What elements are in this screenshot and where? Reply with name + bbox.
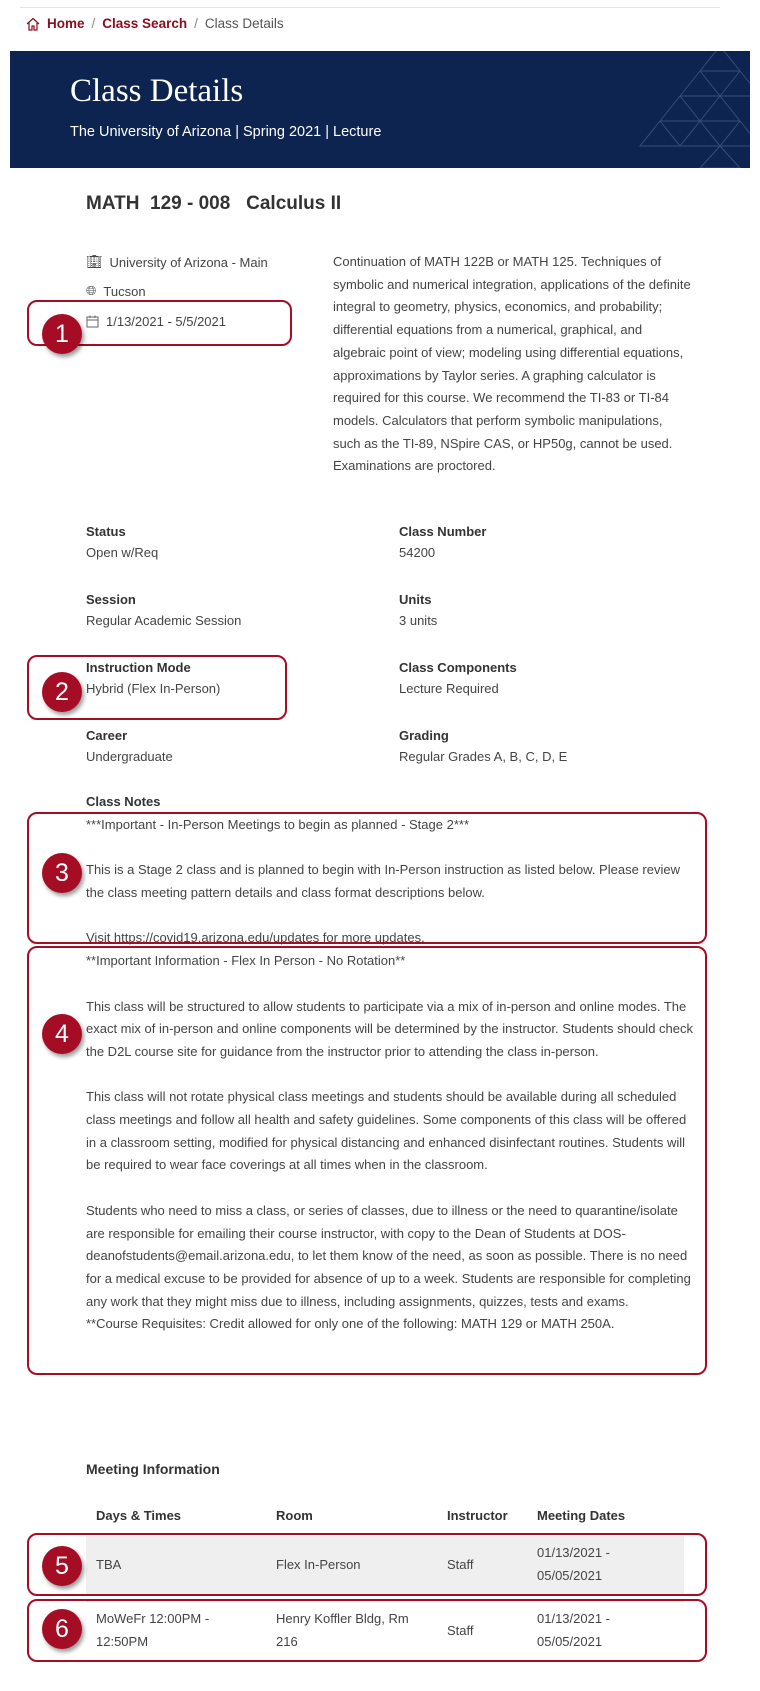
page-banner [10, 51, 750, 168]
note: This is a Stage 2 class and is planned to begin with In-Person instruction as listed below. Please review the class meeting pattern details and class format descriptions below. [86, 862, 680, 901]
session-value: Regular Academic Session [86, 613, 242, 628]
campus-value: University of Arizona - Main [109, 254, 268, 270]
cell-instructor: Staff [447, 1556, 474, 1572]
class-number-field [399, 524, 486, 560]
globe-icon: 🌐︎ [86, 283, 97, 298]
annotation-box-6 [27, 1599, 707, 1662]
instruction-mode-label: Instruction Mode [86, 660, 191, 675]
grading-label: Grading [399, 728, 449, 743]
col-meeting-dates: Meeting Dates [537, 1507, 626, 1523]
cell-room: Henry Koffler Bldg, Rm 216 [276, 1611, 409, 1649]
annotation-box-5 [27, 1533, 707, 1596]
class-number-value: 54200 [399, 545, 436, 560]
col-instructor: Instructor [447, 1507, 508, 1523]
note: This class will be structured to allow students to participate via a mix of in-person and online modes. The exact mix of in-person and online components will be determined by the instructor. Students should check the D2L course site for guidance from the instructor prior to attending the class in-person. [86, 998, 694, 1059]
annotation-badge-4: 4 [42, 1014, 82, 1054]
units-label: Units [399, 592, 432, 607]
cell-dates: 01/13/2021 - 05/05/2021 [537, 1611, 611, 1649]
cell-days: MoWeFr 12:00PM - 12:50PM [96, 1611, 210, 1649]
instruction-mode-value: Hybrid (Flex In-Person) [86, 681, 221, 696]
annotation-badge-6: 6 [42, 1609, 82, 1649]
session-label: Session [86, 592, 136, 607]
note: ***Important - In-Person Meetings to begin as planned - Stage 2*** [86, 817, 470, 832]
career-value: Undergraduate [86, 749, 173, 764]
annotation-box-3 [27, 812, 707, 944]
note: **Important Information - Flex In Person - No Rotation** [86, 953, 406, 969]
grading-field [399, 728, 567, 764]
course-requisites: **Course Requisites: Credit allowed for only one of the following: MATH 129 or MATH 250A. [86, 1316, 615, 1332]
course-title: MATH 129 - 008 Calculus II [86, 193, 342, 214]
note: This class will not rotate physical class meetings and students should be available during all scheduled class meetings and follow all health and safety guidelines. Some components of this class will be offered in a classroom setting, modified for physical distancing and enhanced disinfectant routines. Students will be required to wear face coverings at all times when in the classroom. [86, 1089, 687, 1173]
session-field [86, 592, 241, 628]
campus [86, 254, 268, 270]
grading-value: Regular Grades A, B, C, D, E [399, 749, 568, 764]
annotation-badge-5: 5 [42, 1546, 82, 1586]
units-field [399, 592, 437, 628]
meeting-info-title: Meeting Information [86, 1461, 220, 1477]
col-days-times: Days & Times [96, 1507, 182, 1523]
breadcrumb-home[interactable]: Home [47, 16, 85, 31]
cell-instructor: Staff [447, 1622, 474, 1638]
note: Visit https://covid19.arizona.edu/updates for more updates. [86, 930, 425, 946]
cell-days: TBA [96, 1556, 122, 1572]
top-divider [20, 7, 720, 8]
meeting-table-header [86, 1505, 684, 1527]
annotation-badge-2: 2 [42, 672, 82, 712]
course-description: Continuation of MATH 122B or MATH 125. Techniques of symbolic and numerical integration, applications of the definite integral to geometry, physics, economics, and probability; differential equations from a numerical, graphical, and algebraic point of view; modeling using differential equations, approximations by Taylor series. A graphing calculator is required for this course. We recommend the TI-83 or TI-84 models. Calculators that perform symbolic manipulations, such as the TI-89, NSpire CAS, or HP50g, cannot be used. Examinations are proctored. [333, 254, 691, 474]
breadcrumb-separator: / [91, 16, 96, 31]
status-label: Status [86, 524, 126, 539]
breadcrumb-class-search[interactable]: Class Search [102, 16, 188, 31]
status-value: Open w/Req [86, 545, 159, 560]
col-room: Room [276, 1507, 313, 1523]
annotation-badge-1: 1 [42, 314, 82, 354]
class-notes-label: Class Notes [86, 794, 161, 809]
breadcrumb-separator: / [194, 16, 198, 31]
units-value: 3 units [399, 613, 438, 628]
page-title: Class Details [70, 73, 244, 109]
components-field [399, 660, 517, 696]
location-value: Tucson [103, 283, 146, 299]
breadcrumb [26, 16, 284, 31]
class-number-label: Class Number [399, 524, 487, 539]
building-icon: 🏢︎ [86, 254, 103, 269]
note: Students who need to miss a class, or series of classes, due to illness or the need to quarantine/isolate are responsible for emailing their course instructor, with copy to the Dean of Students at DOS-deanofstudents@email.arizona.edu, to let them know of the need, as soon as possible. There is no need for a medical excuse to be provided for absence of up to a week. Students are responsible for completing any work that they might miss due to illness, including assignments, quizzes, tests and exams. [86, 1202, 691, 1309]
cell-dates: 01/13/2021 - 05/05/2021 [537, 1545, 611, 1583]
dates-value: 1/13/2021 - 5/5/2021 [106, 314, 226, 329]
breadcrumb-current: Class Details [204, 16, 284, 31]
annotation-box-4 [27, 946, 707, 1375]
career-label: Career [86, 728, 128, 743]
cell-room: Flex In-Person [276, 1556, 361, 1572]
components-value: Lecture Required [399, 681, 499, 696]
home-icon [26, 17, 40, 31]
status-field [86, 524, 158, 560]
page-subtitle: The University of Arizona | Spring 2021 | Lecture [70, 124, 382, 140]
triangle-pattern [580, 51, 750, 168]
career-field [86, 728, 173, 764]
components-label: Class Components [399, 660, 517, 675]
annotation-badge-3: 3 [42, 853, 82, 893]
location [86, 283, 146, 299]
